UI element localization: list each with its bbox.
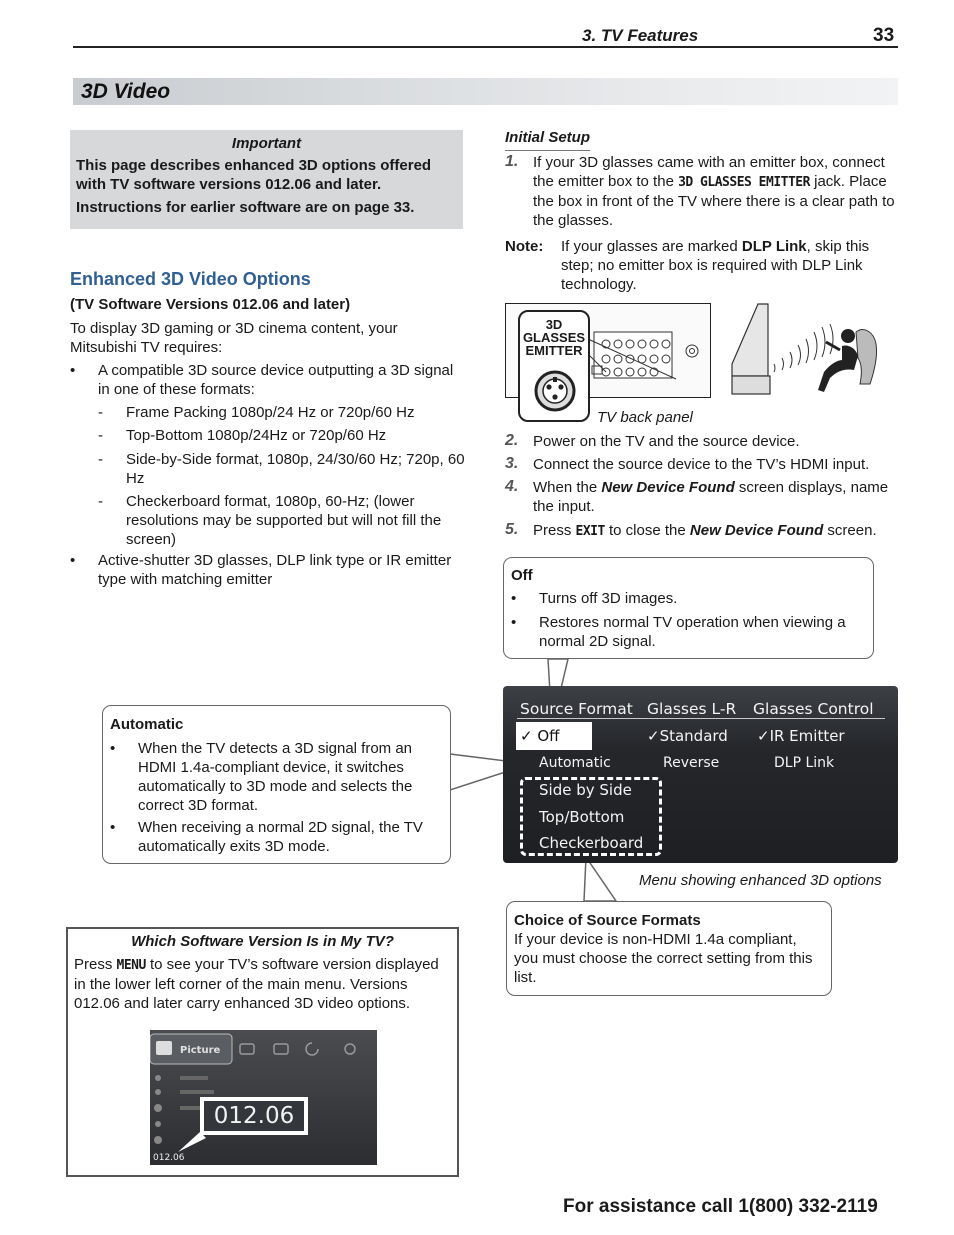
menu-dashed-highlight (520, 777, 662, 856)
menu-header-source-format: Source Format (520, 700, 633, 718)
format-text: Frame Packing 1080p/24 Hz or 720p/60 Hz (126, 404, 415, 421)
step-text: Power on the TV and the source device. (533, 433, 800, 450)
software-version-text: Press MENU to see your TV’s software version displayed in the lower left corner of the main menu. Versions 012.06 and later carry enhanced 3D video options. (74, 956, 439, 1012)
page-number: 33 (873, 25, 895, 46)
dash-icon: - (98, 427, 103, 444)
format-text: Side-by-Side format, 1080p, 24/30/60 Hz; 720p, 60 Hz (126, 451, 465, 487)
automatic-callout-title: Automatic (110, 716, 184, 733)
list-item-text: Active-shutter 3D glasses, DLP link type or IR emitter type with matching emitter (98, 552, 452, 588)
important-text-2: Instructions for earlier software are on page 33. (76, 199, 415, 216)
menu-option-checkerboard: Checkerboard (539, 834, 644, 852)
menu-divider (517, 718, 885, 719)
key-label: MENU (116, 958, 146, 973)
key-label: 3D GLASSES EMITTER (678, 175, 810, 190)
format-text: Checkerboard format, 1080p, 60-Hz; (lower resolutions may be supported but will not fill the screen) (126, 493, 442, 548)
menu-option-reverse: Reverse (663, 755, 720, 771)
dash-icon: - (98, 404, 103, 421)
list-item-text: Turns off 3D images. (539, 590, 678, 607)
bullet-icon: • (110, 819, 116, 836)
bullet-icon: • (70, 552, 76, 569)
menu-option-ir-emitter: ✓IR Emitter (757, 727, 845, 745)
software-version-label: 012.06 (153, 1153, 185, 1163)
page-title: 3D Video (81, 80, 171, 103)
menu-option-off: ✓ Off (520, 727, 560, 745)
menu-option-standard: ✓Standard (647, 727, 728, 745)
initial-setup-title: Initial Setup (505, 128, 590, 151)
footer-assistance: For assistance call 1(800) 332-2119 (563, 1196, 878, 1217)
software-version-title: Which Software Version Is in My TV? (131, 933, 394, 950)
list-item-text: A compatible 3D source device outputting a 3D signal in one of these formats: (98, 362, 454, 398)
important-text-1: This page describes enhanced 3D options offered with TV software versions 012.06 and later. (76, 157, 432, 193)
menu-header-glasses-lr: Glasses L-R (647, 700, 737, 718)
emitter-label: 3D GLASSES EMITTER (522, 317, 586, 358)
step-text: Press EXIT to close the New Device Found screen. (533, 522, 877, 539)
step-number: 4. (505, 478, 519, 495)
key-label: EXIT (575, 524, 605, 539)
dash-icon: - (98, 451, 103, 468)
header-section-title: 3. TV Features (582, 26, 699, 45)
bullet-icon: • (511, 614, 517, 631)
step-text: If your 3D glasses came with an emitter box, connect the emitter box to the 3D GLASSES EMITTER jack. Place the box in front of the TV where there is a clear path to the glasses. (533, 154, 895, 229)
choice-callout-title: Choice of Source Formats (514, 912, 701, 929)
step-number: 3. (505, 455, 519, 472)
screenshot-menu-label: Picture (180, 1045, 221, 1056)
software-version-zoomed: 012.06 (204, 1101, 304, 1131)
important-title: Important (231, 135, 302, 152)
bullet-icon: • (511, 590, 517, 607)
list-item-text: When receiving a normal 2D signal, the TV automatically exits 3D mode. (138, 819, 423, 855)
step-text: When the New Device Found screen displays, name the input. (533, 479, 889, 515)
menu-caption: Menu showing enhanced 3D options (639, 872, 882, 889)
step-number: 1. (505, 153, 519, 170)
step-text: Connect the source device to the TV’s HDMI input. (533, 456, 870, 473)
list-item-text: Restores normal TV operation when viewing a normal 2D signal. (539, 614, 846, 650)
dash-icon: - (98, 493, 103, 510)
step-number: 5. (505, 521, 519, 538)
off-callout-title: Off (511, 567, 533, 584)
list-item-text: When the TV detects a 3D signal from an HDMI 1.4a-compliant device, it switches automatically to 3D mode and selects the correct 3D format. (138, 740, 413, 814)
choice-callout-body: If your device is non-HDMI 1.4a compliant, you must choose the correct setting from this list. (514, 931, 813, 986)
menu-option-top-bottom: Top/Bottom (539, 808, 625, 826)
zoom-pointer (176, 1130, 206, 1154)
menu-option-automatic: Automatic (539, 755, 611, 771)
bullet-icon: • (70, 362, 76, 379)
menu-option-dlp-link: DLP Link (774, 755, 835, 771)
step-number: 2. (505, 432, 519, 449)
menu-option-side-by-side: Side by Side (539, 781, 632, 799)
note-label: Note: (505, 238, 544, 255)
section-subheading: (TV Software Versions 012.06 and later) (70, 296, 351, 313)
format-text: Top-Bottom 1080p/24Hz or 720p/60 Hz (126, 427, 387, 444)
back-panel-caption: TV back panel (597, 409, 693, 426)
menu-header-glasses-control: Glasses Control (753, 700, 874, 718)
note-text: If your glasses are marked DLP Link, skip this step; no emitter box is required with DLP Link technology. (561, 238, 870, 293)
section-heading: Enhanced 3D Video Options (70, 269, 311, 289)
section-intro: To display 3D gaming or 3D cinema content, your Mitsubishi TV requires: (70, 320, 398, 356)
bullet-icon: • (110, 740, 116, 757)
